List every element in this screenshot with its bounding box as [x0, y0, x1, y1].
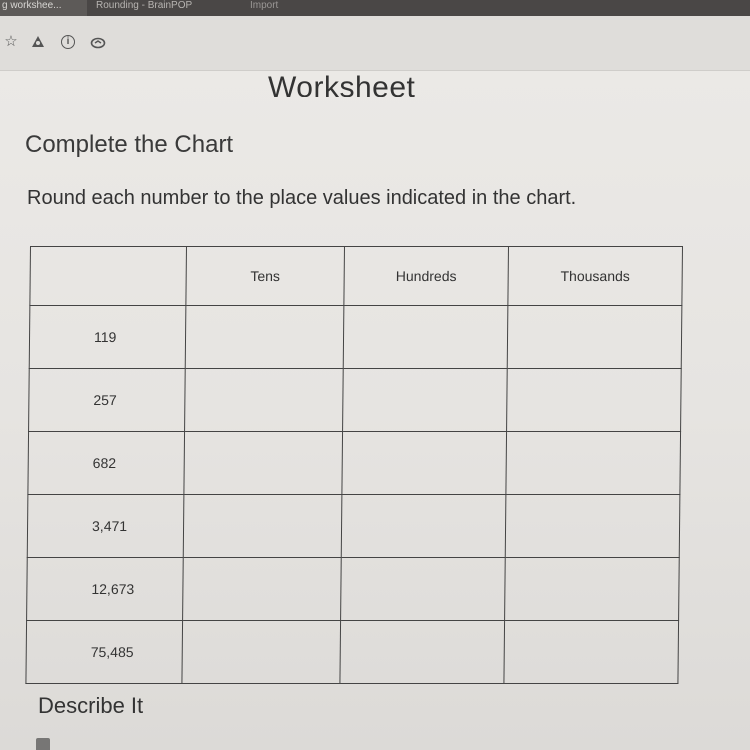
header-cell-thousands: Thousands — [508, 247, 683, 306]
info-icon[interactable]: i — [61, 35, 75, 49]
answer-cell-hundreds[interactable] — [343, 306, 508, 369]
answer-cell-tens[interactable] — [183, 558, 342, 621]
header-cell-tens: Tens — [186, 247, 345, 306]
table-row — [27, 558, 680, 621]
star-icon[interactable]: ☆ — [4, 33, 18, 50]
section-title: Complete the Chart — [25, 131, 234, 158]
answer-cell-thousands[interactable] — [507, 369, 682, 432]
answer-cell-tens[interactable] — [182, 621, 341, 684]
answer-cell-hundreds[interactable] — [341, 558, 506, 621]
answer-cell-thousands[interactable] — [504, 621, 679, 684]
browser-tab-rounding[interactable]: Rounding - BrainPOP — [96, 0, 193, 11]
browser-tab-worksheet[interactable]: g workshee... — [0, 0, 87, 16]
answer-cell-hundreds[interactable] — [343, 369, 508, 432]
worksheet-title: Worksheet — [268, 71, 416, 97]
answer-cell-tens[interactable] — [183, 495, 342, 558]
header-cell-hundreds: Hundreds — [344, 247, 509, 306]
number-cell: 3,471 — [27, 495, 184, 558]
answer-cell-thousands[interactable] — [507, 306, 682, 369]
worksheet-document — [0, 71, 750, 750]
extension-icon[interactable] — [30, 34, 46, 50]
header-cell-blank — [30, 247, 187, 306]
answer-cell-hundreds[interactable] — [342, 432, 507, 495]
number-cell: 119 — [29, 306, 186, 369]
answer-cell-tens[interactable] — [185, 306, 344, 369]
describe-it-heading: Describe It — [38, 693, 144, 718]
answer-cell-thousands[interactable] — [506, 432, 681, 495]
number-cell: 682 — [28, 432, 185, 495]
rounding-table — [25, 246, 683, 684]
answer-cell-hundreds[interactable] — [340, 621, 505, 684]
answer-cell-thousands[interactable] — [505, 495, 680, 558]
table-row — [26, 621, 679, 684]
table-row — [29, 306, 682, 369]
browser-toolbar — [0, 16, 750, 71]
table-row — [27, 495, 680, 558]
table-row — [28, 432, 681, 495]
cloud-icon[interactable] — [90, 34, 106, 50]
table-row — [29, 369, 682, 432]
table-header-row — [30, 247, 683, 306]
instructions-text: Round each number to the place values indicated in the chart. — [27, 187, 577, 209]
answer-cell-thousands[interactable] — [505, 558, 680, 621]
cut-off-text — [36, 738, 50, 750]
number-cell: 75,485 — [26, 621, 183, 684]
number-cell: 12,673 — [27, 558, 184, 621]
browser-tab-import[interactable]: Import — [250, 0, 279, 11]
answer-cell-hundreds[interactable] — [341, 495, 506, 558]
answer-cell-tens[interactable] — [184, 432, 343, 495]
browser-tab-bar — [0, 0, 750, 16]
answer-cell-tens[interactable] — [185, 369, 344, 432]
number-cell: 257 — [29, 369, 186, 432]
